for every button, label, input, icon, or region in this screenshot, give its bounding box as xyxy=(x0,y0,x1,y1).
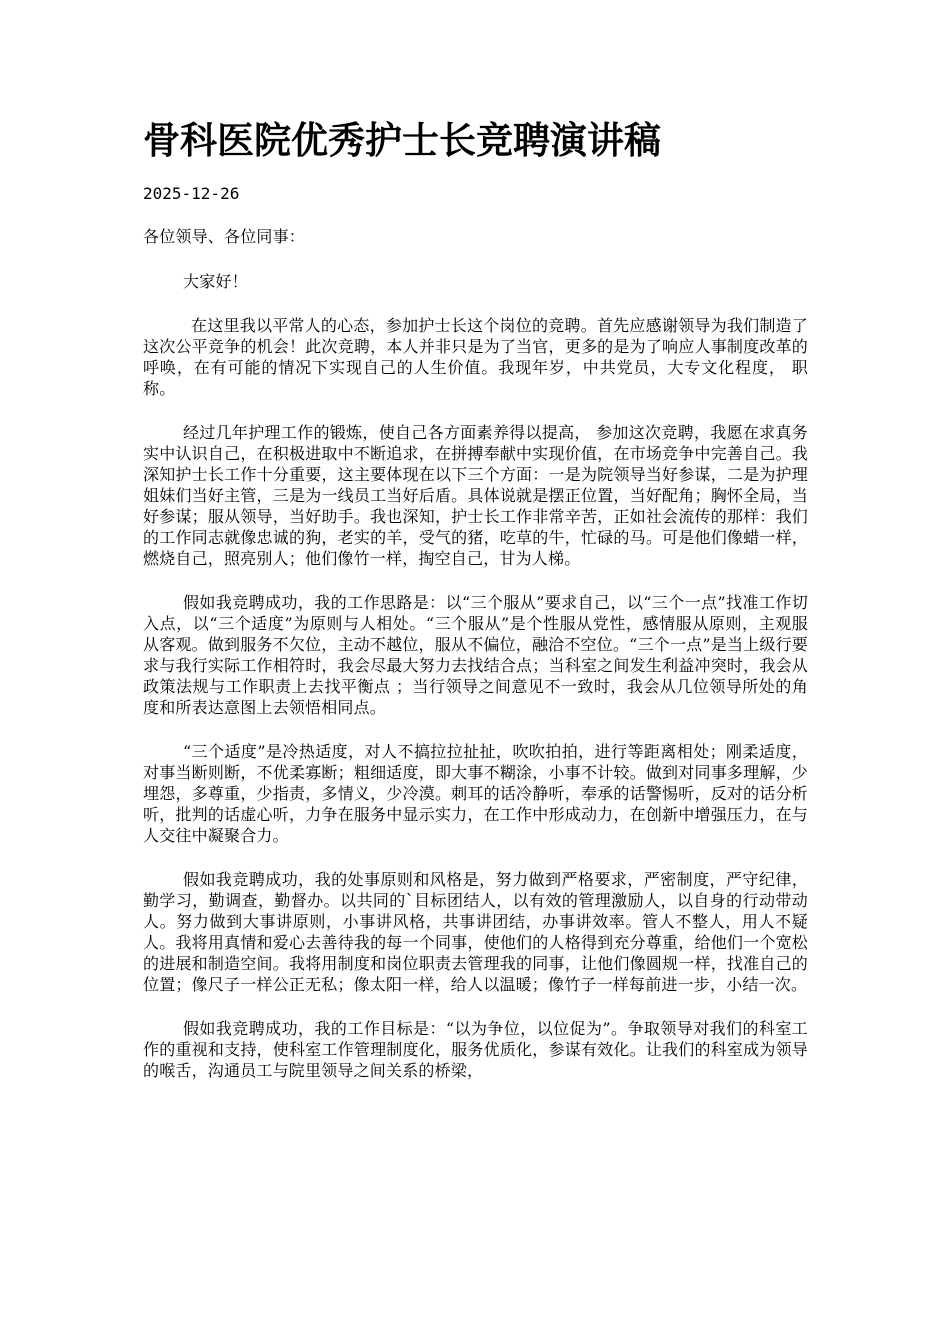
greeting: 大家好！ xyxy=(183,272,248,291)
salutation: 各位领导、各位同事： xyxy=(143,227,306,246)
paragraph-2: 经过几年护理工作的锻炼，使自己各方面素养得以提高， 参加这次竞聘，我愿在求真务实中认识自己，在积极进取中不断追求，在拼搏奉献中实现价值，在市场竞争中完善自己。我深知护士长工作十分重要，这主要体现在以下三个方面：一是为院领导当好参谋，二是为护理姐妹们当好主管，三是为一线员工当好后盾。具体说就是摆正位置，当好配角；胸怀全局，当好参谋；服从领导，当好助手。我也深知，护士长工作非常辛苦，正如社会流传的那样：我们的工作同志就像忠诚的狗，老实的羊，受气的猪，吃草的牛，忙碌的马。可是他们像蜡一样，燃烧自己，照亮别人；他们像竹一样，掏空自己，甘为人梯。 xyxy=(143,423,808,568)
paragraph-3: 假如我竞聘成功，我的工作思路是：以“三个服从”要求自己，以“三个一点”找准工作切入点，以“三个适度”为原则与人相处。“三个服从”是个性服从党性，感情服从原则，主观服从客观。做到服务不欠位，主动不越位，服从不偏位，融洽不空位。“三个一点”是当上级行要求与我行实际工作相符时，我会尽最大努力去找结合点；当科室之间发生利益冲突时，我会从政策法规与工作职责上去找平衡点 ；当行领导之间意见不一致时，我会从几位领导所处的角度和所表达意图上去领悟相同点。 xyxy=(143,593,808,717)
paragraph-5: 假如我竞聘成功，我的处事原则和风格是，努力做到严格要求，严密制度，严守纪律，勤学习，勤调查，勤督办。以共同的`目标团结人，以有效的管理激励人，以自身的行动带动人。努力做到大事讲原则，小事讲风格，共事讲团结，办事讲效率。管人不整人，用人不疑人。我将用真情和爱心去善待我的每一个同事，使他们的人格得到充分尊重，给他们一个宽松的进展和制造空间。我将用制度和岗位职责去管理我的同事，让他们像圆规一样，找准自己的位置；像尺子一样公正无私；像太阳一样，给人以温暖；像竹子一样每前进一步，小结一次。 xyxy=(143,870,808,994)
document-title: 骨科医院优秀护士长竞聘演讲稿 xyxy=(143,119,661,162)
paragraph-1: 在这里我以平常人的心态，参加护士长这个岗位的竞聘。首先应感谢领导为我们制造了这次公平竞争的机会！此次竞聘，本人并非只是为了当官，更多的是为了响应人事制度改革的呼唤，在有可能的情况下实现自己的人生价值。我现年岁，中共党员，大专文化程度， 职称。 xyxy=(143,316,808,398)
paragraph-4: “三个适度”是冷热适度，对人不搞拉拉扯扯，吹吹拍拍，进行等距离相处；刚柔适度，对事当断则断，不优柔寡断；粗细适度，即大事不糊涂，小事不计较。做到对同事多理解，少埋怨，多尊重，少指责，多情义，少冷漠。刺耳的话冷静听，奉承的话警惕听，反对的话分析听，批判的话虚心听，力争在服务中显示实力，在工作中形成动力，在创新中增强压力，在与人交往中凝聚合力。 xyxy=(143,742,808,845)
document-body xyxy=(143,226,808,1104)
paragraph-6: 假如我竞聘成功，我的工作目标是：“以为争位，以位促为”。争取领导对我们的科室工作的重视和支持，使科室工作管理制度化，服务优质化，参谋有效化。让我们的科室成为领导的喉舌，沟通员工与院里领导之间关系的桥梁， xyxy=(143,1019,808,1080)
document-date: 2025-12-26 xyxy=(143,184,240,203)
